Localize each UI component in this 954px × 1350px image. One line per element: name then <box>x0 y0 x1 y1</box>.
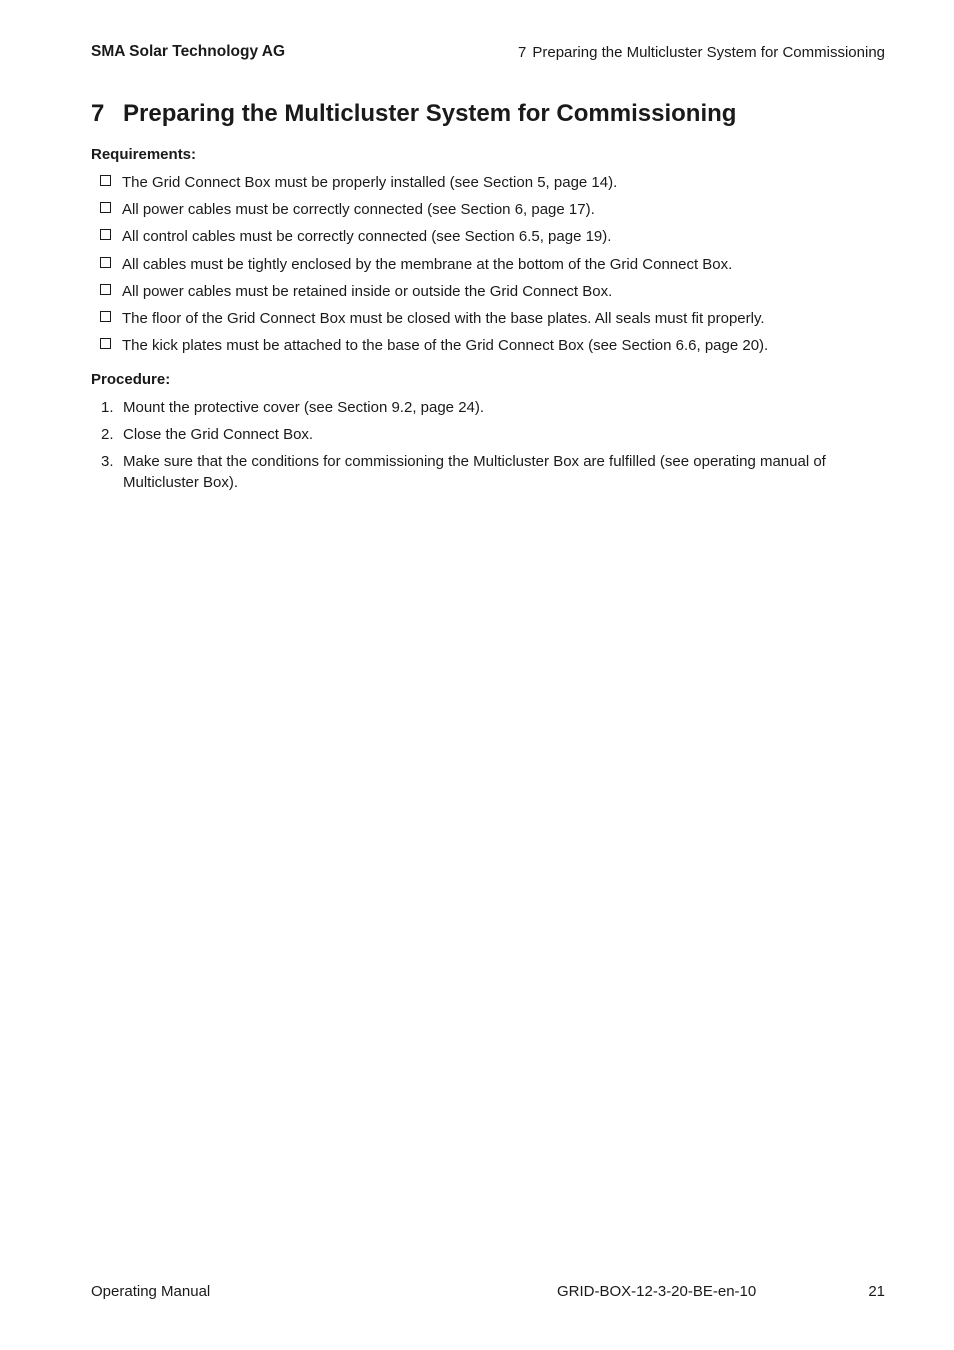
running-chapter-title <box>518 44 885 61</box>
requirement-text: All cables must be tightly enclosed by the membrane at the bottom of the Grid Connect Box. <box>122 255 733 273</box>
procedure-steps <box>91 397 851 499</box>
requirement-text: All power cables must be correctly connected (see Section 6, page 17). <box>122 201 595 219</box>
page-number: 21 <box>868 1283 885 1300</box>
procedure-step <box>91 397 851 418</box>
procedure-label: Procedure: <box>91 371 171 388</box>
checkbox-icon <box>100 229 111 240</box>
chapter-number: 7 <box>91 100 105 127</box>
procedure-step <box>91 451 851 493</box>
step-text: Mount the protective cover (see Section 9.2, page 24). <box>123 399 485 416</box>
checkbox-icon <box>100 311 111 322</box>
requirement-item <box>100 227 768 254</box>
requirement-text: The floor of the Grid Connect Box must be closed with the base plates. All seals must fit properly. <box>122 309 765 327</box>
requirement-text: The kick plates must be attached to the base of the Grid Connect Box (see Section 6.6, page 20). <box>122 337 769 355</box>
company-name: SMA Solar Technology AG <box>91 43 286 60</box>
step-text: Close the Grid Connect Box. <box>123 426 314 443</box>
running-chapter-text: Preparing the Multicluster System for Commissioning <box>532 44 885 61</box>
step-text: Make sure that the conditions for commissioning the Multicluster Box are fulfilled (see operating manual of Multicluster Box). <box>123 453 826 491</box>
requirement-item <box>100 200 768 227</box>
requirement-text: All power cables must be retained inside or outside the Grid Connect Box. <box>122 282 613 300</box>
procedure-step <box>91 424 851 445</box>
step-number: 3. <box>101 453 114 470</box>
step-number: 2. <box>101 426 114 443</box>
requirement-text: The Grid Connect Box must be properly installed (see Section 5, page 14). <box>122 174 618 191</box>
document-code: GRID-BOX-12-3-20-BE-en-10 <box>557 1283 757 1300</box>
checkbox-icon <box>100 257 111 268</box>
document-type: Operating Manual <box>91 1283 211 1300</box>
requirement-item <box>100 309 768 336</box>
running-chapter-number: 7 <box>518 44 527 61</box>
requirements-label: Requirements: <box>91 146 197 163</box>
requirement-item <box>100 173 768 200</box>
checkbox-icon <box>100 175 111 186</box>
requirement-item <box>100 336 768 363</box>
checkbox-icon <box>100 338 111 349</box>
page-header <box>91 43 885 65</box>
chapter-heading <box>91 100 736 128</box>
step-number: 1. <box>101 399 114 416</box>
checkbox-icon <box>100 284 111 295</box>
page-footer <box>91 1283 885 1305</box>
requirement-item <box>100 282 768 309</box>
requirement-item <box>100 255 768 282</box>
requirements-list <box>100 173 768 363</box>
requirement-text: All control cables must be correctly connected (see Section 6.5, page 19). <box>122 228 612 246</box>
chapter-title: Preparing the Multicluster System for Commissioning <box>123 100 737 127</box>
checkbox-icon <box>100 202 111 213</box>
